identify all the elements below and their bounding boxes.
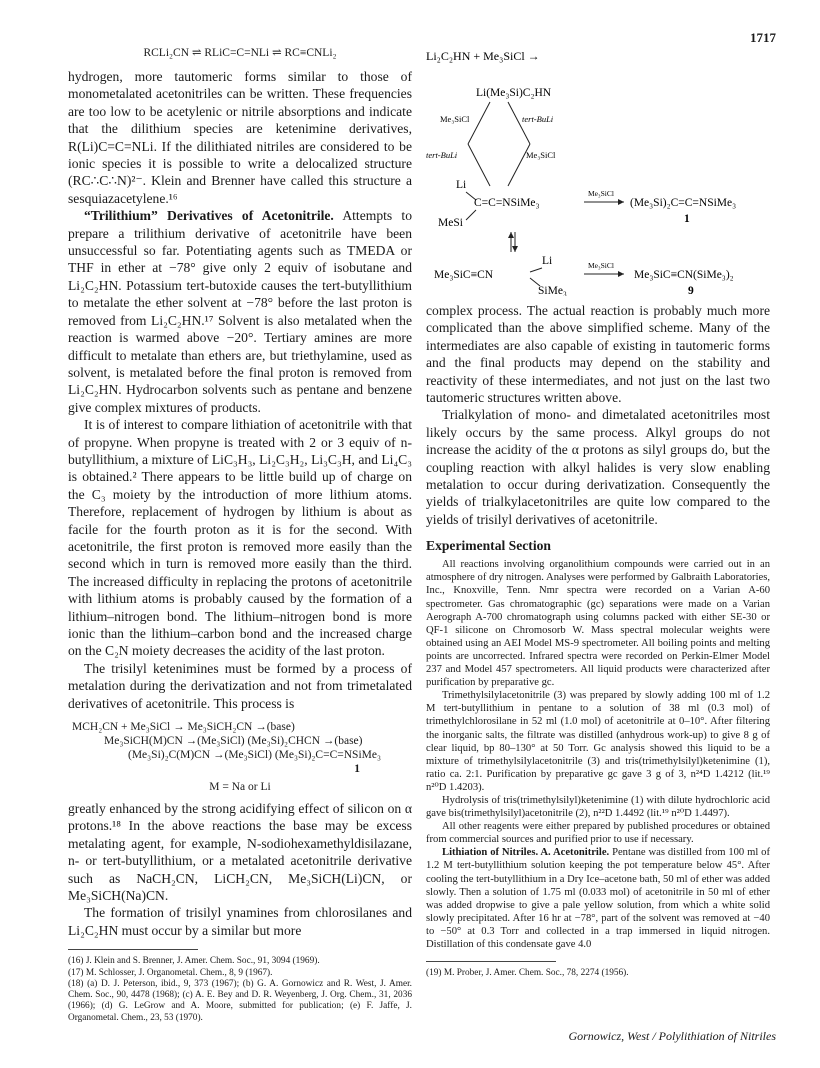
right-column: [426, 46, 770, 979]
metalation-scheme: [68, 720, 412, 794]
silylation-scheme-diagram: [426, 46, 770, 296]
diagram-center-intermediate: Li(Me₃Si)C₂HN: [476, 87, 552, 99]
diagram-top-equation: Li₂C₂HN + Me₃SiCl →: [426, 49, 540, 63]
diagram-bond-li-2: [530, 268, 542, 272]
diagram-right-top-reagent: tert-BuLi: [522, 114, 554, 124]
paragraph-complex-process: complex process. The actual reaction is probably much more complicated than the above simplified scheme. Many of the intermediates are also capable of existing in tautomeric forms and the final products may depend on the stability and reactivity of these intermediates, and not just on the last two tautomeric structures written above.: [426, 303, 770, 406]
footnote-rule-right: [426, 961, 556, 962]
paragraph-trilithium: [68, 207, 412, 416]
diagram-left-top-reagent: Me₃SiCl: [440, 114, 470, 124]
diagram-product-1: (Me₃Si)₂C=C=NSiMe₃: [630, 197, 737, 209]
diagram-arrowhead-1: [618, 199, 624, 205]
diagram-mesi-label: MeSi: [438, 217, 463, 229]
trilithium-text: Attempts to prepare a trilithium derivative of acetonitrile have been unsuccessful so far. Potentiating agents such as TMEDA or THF in ether at −78° give only 2 equiv of isobutane and Li₂C₂HN. Potassium tert-butoxide causes the tert-butyllithium to metalate the ether solvent at −78° before the last proton is removed from Li₂C₂HN.¹⁷ Solvent is also metalated when the reaction is warmed above −20°. Tertiary amines are more difficult to metalate than ethers are, but triethylamine, used as solvent, is metalated before the final proton is removed from Li₂C₂HN. Hydrocarbon solvents such as pentane and benzene give complex mixtures of products.: [68, 208, 412, 415]
footnote-17: (17) M. Schlosser, J. Organometal. Chem., 8, 9 (1967).: [68, 967, 273, 978]
experimental-hydrolysis: Hydrolysis of tris(trimethylsilyl)ketenimine (1) with dilute hydrochloric acid gave bis(trimethylsilyl)acetonitrile (2), n²²D 1.4492 (lit.¹⁹ n²⁰D 1.4497).: [426, 794, 770, 820]
diagram-sime3-label: SiMe₃: [538, 285, 567, 296]
diagram-ynamine: Me₃SiC≡CN: [434, 269, 494, 281]
diagram-product-9: Me₃SiC≡CN(SiMe₃)₂: [634, 269, 734, 281]
experimental-reagents: All other reagents were either prepared by published procedures or obtained from commercial sources and purified prior to use if necessary.: [426, 821, 770, 846]
paragraph-tautomers: hydrogen, more tautomeric forms similar to those of monometalated acetonitriles can be written. These frequencies are too low to be acetylenic or nitrile absorptions and indicate that the dilithium species are ketenimine derivatives, R(Li)C=C=NLi. If the dilithiated nitriles are considered to be ionic species it is possible to write a delocalized structure (RC∴C∴N)²⁻. Klein and Brenner have called this structure a sesquiazacetylene.¹⁶: [68, 69, 412, 206]
diagram-right-bottom-reagent: Me₃SiCl: [526, 150, 556, 160]
diagram-arrow-label-1: Me₃SiCl: [588, 189, 614, 198]
footnote-19: (19) M. Prober, J. Amer. Chem. Soc., 78, 2274 (1956).: [426, 968, 629, 979]
scheme-line-3: (Me₃Si)₂C(M)CN →(Me₃SiCl) (Me₃Si)₂C=C=NSiMe₃: [128, 749, 381, 762]
diagram-li-label: Li: [456, 179, 467, 191]
diagram-line-left-down: [468, 144, 490, 186]
diagram-bond-mesi: [466, 210, 476, 220]
scheme-line-1: MCH₂CN + Me₃SiCl → Me₃SiCH₂CN →(base): [72, 721, 295, 734]
footnote-18: (18) (a) D. J. Peterson, ibid., 9, 373 (1967); (b) G. A. Gornowicz and R. West, J. Amer. Chem. Soc., 90, 4478 (1968); (c) A. E. Bey and D. R. Weyenberg, J. Org. Chem., 31, 2036 (1966); (d) G. LeGrow and A. Moore, submitted for publication; (e) F. Jaffe, J. Organometal. Chem., 23, 53 (1970).: [68, 978, 412, 1023]
diagram-arrowhead-2: [618, 271, 624, 277]
left-column: [68, 46, 412, 1024]
diagram-left-bottom-reagent: tert-BuLi: [426, 150, 458, 160]
diagram-equilibrium-head-down: [512, 246, 518, 252]
lithiation-text: Pentane was distilled from 100 ml of 1.2 M tert-butyllithium solution keeping the pot temperature below 45°. After cooling the tert-butyllithium in a Dry Ice–acetone bath, 50 ml of ether was added slowly. Then a solution of 1.75 ml (0.033 mol) of acetonitrile in 50 ml of ether was added dropwise to give a pale yellow solution, from which a white solid slowly precipitated. After 16 hr at −78°, part of the solvent was removed at −40 to −50° at 0.3 Torr and collected in a trap immersed in liquid nitrogen. Distillation of this condensate gave 4.0: [426, 847, 770, 950]
scheme-line-2: Me₃SiCH(M)CN →(Me₃SiCl) (Me₃Si)₂CHCN →(base): [104, 735, 363, 748]
scheme-compound-number: 1: [354, 763, 360, 776]
experimental-heading: Experimental Section: [426, 538, 551, 554]
diagram-compound-9: 9: [688, 285, 694, 296]
diagram-arrow-label-2: Me₃SiCl: [588, 261, 614, 270]
footnote-rule: [68, 949, 198, 950]
diagram-li-label-2: Li: [542, 255, 553, 267]
scheme-m-definition: M = Na or Li: [209, 781, 271, 794]
trilithium-heading: “Trilithium” Derivatives of Acetonitrile.: [84, 208, 334, 224]
experimental-compound-3: Trimethylsilylacetonitrile (3) was prepared by slowly adding 100 ml of 1.2 M tert-butyllithium in pentane to a solution of 38 ml (0.3 mol) of trimethylchlorosilane in 52 ml (1.0 mol) of acetonitrile at 0–10°. After filtering the inorganic salts, the filtrate was distilled (anhydrous work-up) to give 8 g of clear liquid, bp 80–130° at 50 Torr. Gc analysis showed this liquid to be a mixture of trimethylsilylacetonitrile (3) and tris(trimethylsilyl)ketenimine (1), ratio ca. 2:1. Purification by preparative gc gave 3 g of 3, n²⁴D 1.4212 (lit.¹⁹ n²⁰D 1.4203).: [426, 690, 770, 793]
paragraph-trialkylation: Trialkylation of mono- and dimetalated acetonitriles most likely occurs by the same process. Alkyl groups do not increase the acidity of the α protons as silyl groups do, but the coupling reaction with alkyl halides is very slow enabling metalation to occur during derivatization. Consequently the yields of trialkylacetonitriles are quite low compared to the yields of trisilyl derivatives of acetonitrile.: [426, 407, 770, 527]
experimental-lithiation: [426, 846, 770, 951]
paragraph-propyne: It is of interest to compare lithiation of acetonitrile with that of propyne. When propyne is treated with 2 or 3 equiv of n-butyllithium, a mixture of LiC₃H₃, Li₂C₃H₂, Li₃C₃H, and Li₄C₃ is obtained.² There appears to be little build up of charge on the C₃ moiety by the introduction of more lithium atoms. Therefore, replacement of hydrogen by lithium is about as facile for the fourth proton as it is for the second. With acetonitrile, the first proton is removed more easily than the second which in turn is removed more easily than the third. The increased difficulty in replacing the protons of acetonitrile with lithium atoms is probably caused by the formation of a lithium–nitrogen bond. The lithium–nitrogen bond is more ionic than the lithium–carbon bond and the increased charge on the C₂N moiety decreases the acidity of the last proton.: [68, 417, 412, 659]
diagram-equilibrium-head-up: [508, 232, 514, 238]
lithiation-heading: Lithiation of Nitriles. A. Acetonitrile.: [442, 847, 610, 859]
diagram-line-left-up: [468, 102, 490, 144]
paragraph-acidifying: greatly enhanced by the strong acidifying effect of silicon on α protons.¹⁸ In the above reactions the base may be excess metalating agent, for example, N-sodiohexamethyldisilazane, n- or tert-butyllithium, or a metalated acetonitrile derivative such as NaCH₂CN, LiCH₂CN, Me₃SiCH(Li)CN, or Me₃SiCH(Na)CN.: [68, 801, 412, 904]
paragraph-trisilyl: The trisilyl ketenimines must be formed by a process of metalation during the derivatization and not from trimetalated derivatives of acetonitrile. This process is: [68, 660, 412, 711]
running-footer: Gornowicz, West / Polylithiation of Nitriles: [568, 1029, 776, 1043]
experimental-general: All reactions involving organolithium compounds were carried out in an atmosphere of dry nitrogen. Analyses were performed by Galbraith Laboratories, Inc., Knoxville, Tenn. Nmr spectra were recorded on a Varian A-60 spectrometer. Gas chromatographic (gc) separations were made on a Varian Aerograph A-700 chromatograph using columns packed with either SE-30 or QF-1 silicone on Chromosorb W. Mass spectral molecular weights were obtained using an AEI Model MS-9 spectrometer. All boiling points and melting points are uncorrected. Infrared spectra were recorded on Perkin-Elmer Model 237 and Model 457 spectrometers. All liquid products were characterized after purification by preparative gc.: [426, 559, 770, 689]
diagram-compound-1: 1: [684, 213, 690, 225]
page-number: 1717: [750, 30, 776, 45]
footnote-16: (16) J. Klein and S. Brenner, J. Amer. Chem. Soc., 91, 3094 (1969).: [68, 956, 320, 967]
diagram-ketenimine: C=C=NSiMe₃: [474, 197, 540, 209]
tautomer-equation: RCLi₂CN ⇌ RLiC=C=NLi ⇌ RC≡CNLi₂: [143, 47, 337, 59]
paragraph-ynamines: The formation of trisilyl ynamines from chlorosilanes and Li₂C₂HN must occur by a similar but more: [68, 905, 412, 938]
